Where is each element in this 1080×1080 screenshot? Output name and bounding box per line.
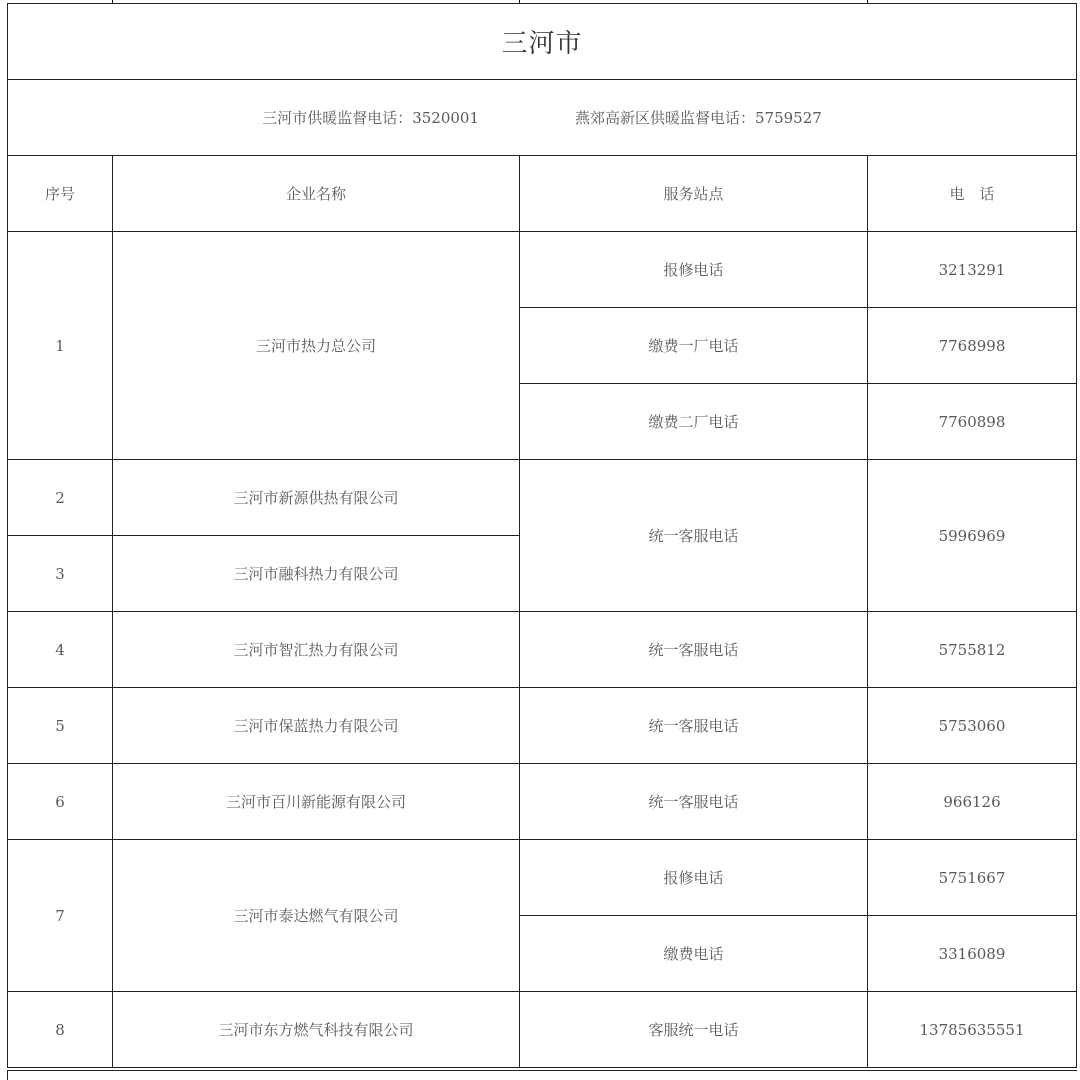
row-phone: 3213291 [868,232,1077,308]
row-station: 统一客服电话 [520,612,868,688]
row-company: 三河市智汇热力有限公司 [113,612,520,688]
row-phone: 5753060 [868,688,1077,764]
row-phone: 7760898 [868,384,1077,460]
row-phone: 7768998 [868,308,1077,384]
header-row [8,156,1077,232]
hotline-row [8,80,1077,156]
heating-contact-table [7,3,1077,1068]
row-station: 统一客服电话 [520,460,868,612]
row-phone: 3316089 [868,916,1077,992]
row-company: 三河市融科热力有限公司 [113,536,520,612]
table-row [8,840,1077,916]
row-no: 6 [8,764,113,840]
sanhe-hotline: 三河市供暖监督电话：3520001 [262,109,479,127]
table-row [8,688,1077,764]
row-no: 2 [8,460,113,536]
row-phone: 966126 [868,764,1077,840]
row-station: 缴费电话 [520,916,868,992]
row-station: 客服统一电话 [520,992,868,1068]
row-company: 三河市东方燃气科技有限公司 [113,992,520,1068]
header-no: 序号 [8,156,113,232]
row-company: 三河市新源供热有限公司 [113,460,520,536]
yanjiao-hotline: 燕郊高新区供暖监督电话：5759527 [575,109,822,127]
row-phone: 5996969 [868,460,1077,612]
row-phone: 5751667 [868,840,1077,916]
table-row [8,764,1077,840]
row-company: 三河市百川新能源有限公司 [113,764,520,840]
row-station: 缴费一厂电话 [520,308,868,384]
table-row [8,460,1077,536]
row-no: 7 [8,840,113,992]
row-no: 8 [8,992,113,1068]
row-company: 三河市热力总公司 [113,232,520,460]
header-company: 企业名称 [113,156,520,232]
table-row [8,232,1077,308]
row-company: 三河市泰达燃气有限公司 [113,840,520,992]
header-phone: 电 话 [868,156,1077,232]
header-station: 服务站点 [520,156,868,232]
row-no: 3 [8,536,113,612]
table-row [8,992,1077,1068]
row-company: 三河市保蓝热力有限公司 [113,688,520,764]
supervision-hotlines [8,80,1077,156]
row-station: 缴费二厂电话 [520,384,868,460]
row-station: 报修电话 [520,840,868,916]
row-phone: 5755812 [868,612,1077,688]
page-title: 三河市 [8,4,1077,80]
row-no: 1 [8,232,113,460]
row-station: 统一客服电话 [520,688,868,764]
row-station: 统一客服电话 [520,764,868,840]
row-no: 5 [8,688,113,764]
row-station: 报修电话 [520,232,868,308]
row-phone: 13785635551 [868,992,1077,1068]
title-row [8,4,1077,80]
table-row [8,612,1077,688]
row-no: 4 [8,612,113,688]
